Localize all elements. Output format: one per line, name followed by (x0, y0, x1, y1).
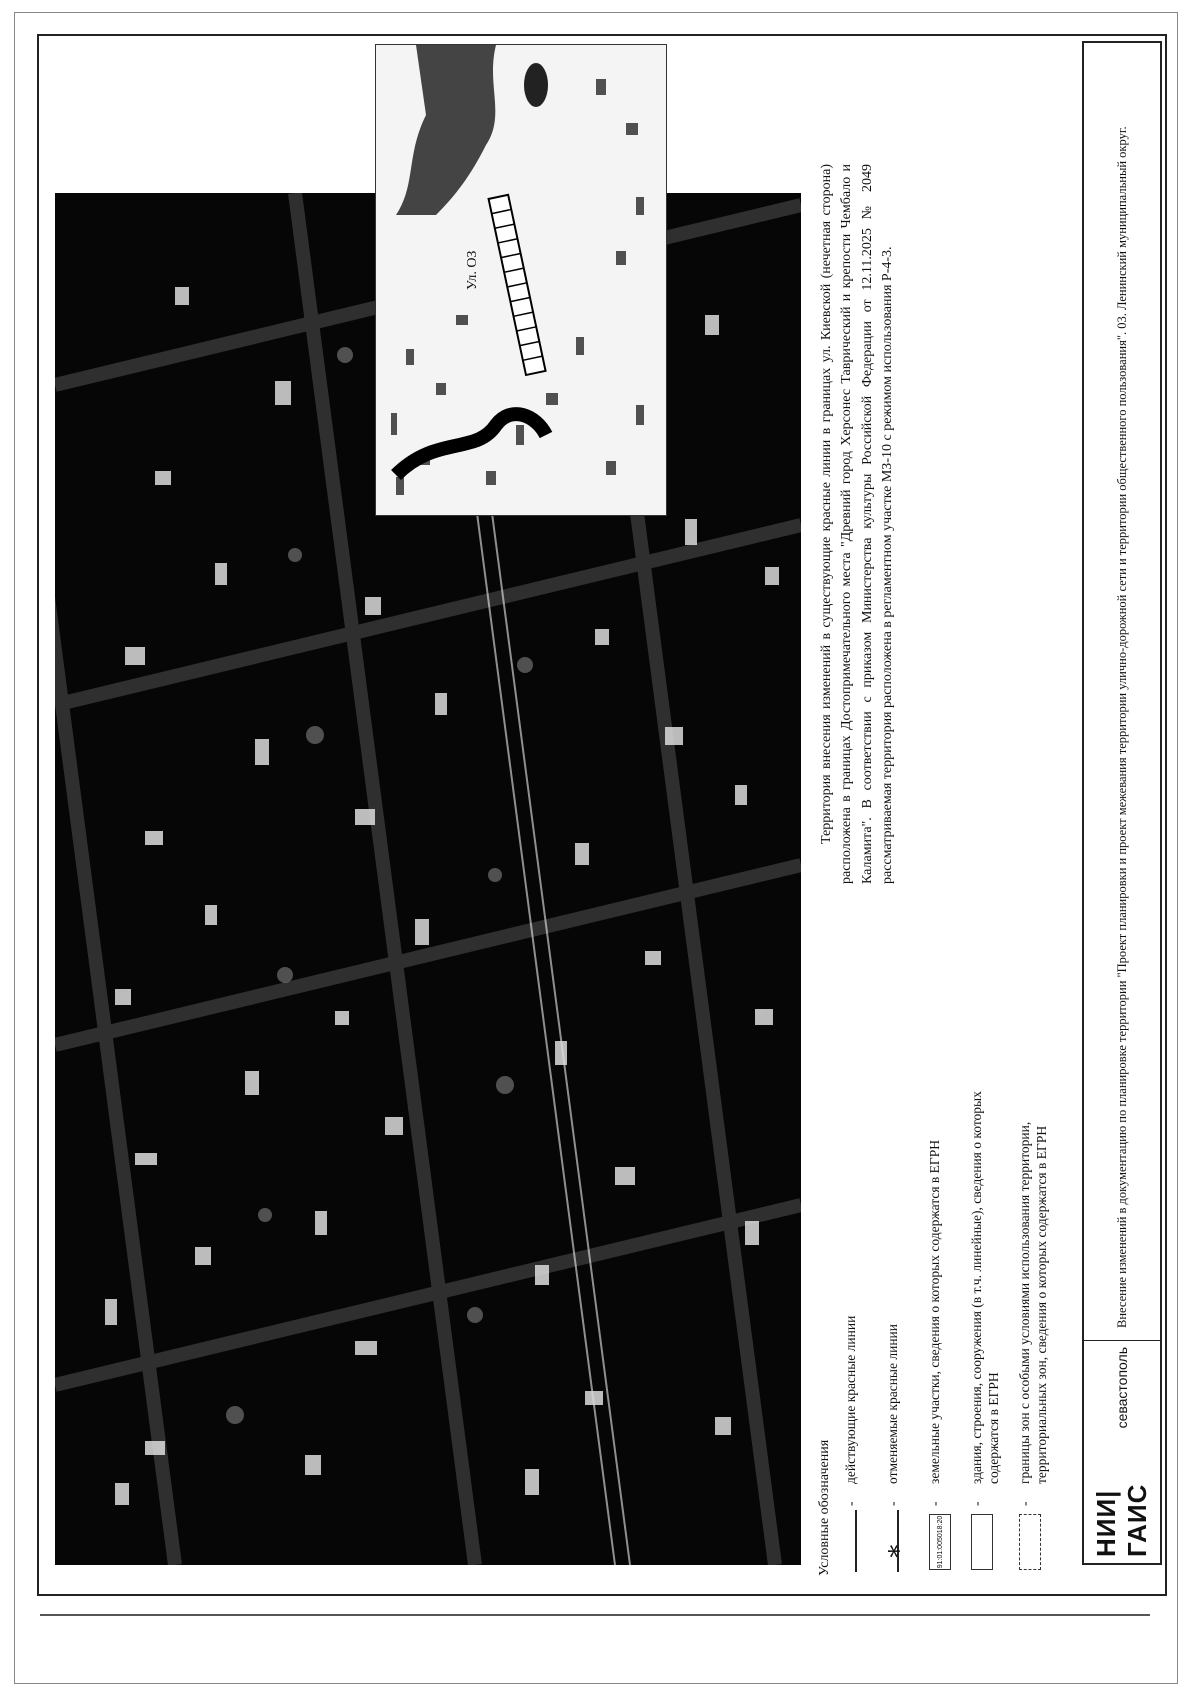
legend (817, 1056, 1065, 1576)
description-text: Территория внесения изменений в существующие красные линии в границах ул. Киевской (нечетная сторона) расположена в границах Достопримечательного места "Древний город Херсонес Таврический и крепости Чембало и Каламита". В соответствии с приказом Министерства культуры Российской Федерации от 12.11.2025 № 2049 рассматриваемая территория расположена в регламентном участке МЗ-10 с режимом использования Р-4-3. (819, 164, 895, 884)
legend-item-cancelled-lines: ∗ - отменяемые красные линии (885, 1056, 913, 1576)
legend-item-label: земельные участки, сведения о которых содержатся в ЕГРН (927, 1140, 942, 1484)
parcel-box-label: 91:01:005018:20 (937, 1515, 944, 1569)
legend-item-zones: - границы зон с особыми условиями использования территории, территориальных зон, сведения о которых содержатся в ЕГРН (1017, 1056, 1051, 1576)
building-box-symbol (969, 1506, 997, 1576)
location-inset-map (375, 44, 667, 516)
organization-logo (1084, 1340, 1160, 1563)
bottom-rule (40, 1614, 1150, 1616)
logo-main-text: НИИ|ГАИС (1091, 1483, 1152, 1557)
zone-box-symbol (1017, 1506, 1045, 1576)
inset-map-graphic (376, 45, 666, 515)
project-title: Внесение изменений в документацию по планировке территории "Проект планировки и проект межевания территории улично-дорожной сети и территории общественного пользования". 03. Ленинский муниципальный округ. (1114, 126, 1129, 1328)
solid-line-symbol (843, 1506, 871, 1576)
cancelled-line-symbol: ∗ (885, 1506, 913, 1576)
parcel-box-symbol (927, 1506, 955, 1576)
legend-title: Условные обозначения (817, 1439, 832, 1576)
legend-item-label: здания, строения, сооружения (в т.ч. линейные), сведения о которых содержатся в ЕГРН (969, 1091, 1001, 1484)
drawing-sheet (37, 34, 1167, 1596)
legend-item-label: отменяемые красные линии (885, 1323, 900, 1484)
legend-item-active-lines: - действующие красные линии (843, 1056, 871, 1576)
legend-item-parcels: 91:01:005018:20 - земельные участки, сведения о которых содержатся в ЕГРН (927, 1056, 955, 1576)
logo-city-text: севастополь (1114, 1347, 1130, 1429)
legend-item-label: действующие красные линии (843, 1315, 858, 1484)
title-block (1082, 41, 1162, 1565)
legend-item-buildings: - здания, строения, сооружения (в т.ч. линейные), сведения о которых содержатся в ЕГРН (969, 1056, 1003, 1576)
inset-label: Ул. ОЗ (465, 250, 480, 290)
legend-item-label: границы зон с особыми условиями использования территории, территориальных зон, сведения о которых содержатся в ЕГРН (1016, 1121, 1049, 1484)
